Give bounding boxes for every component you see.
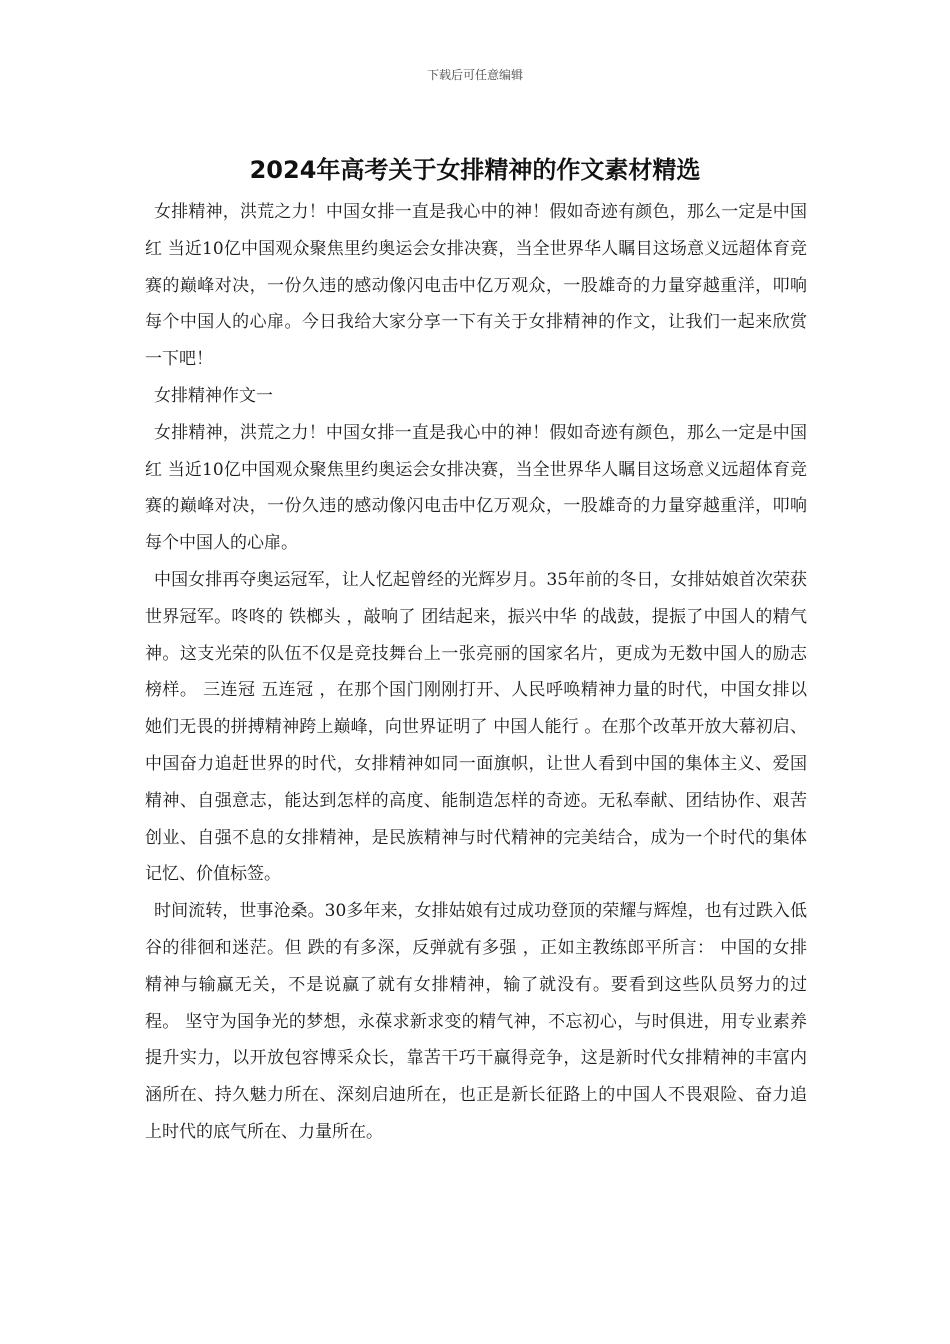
paragraph-essay-1-history: 中国女排再夺奥运冠军，让人忆起曾经的光辉岁月。35年前的冬日，女排姑娘首次荣获世界冠军。咚咚的 铁榔头 ，敲响了 团结起来，振兴中华 的战鼓，提振了中国人的精气神。这支光荣的队伍不仅是竞技舞台上一张亮丽的国家名片，更成为无数中国人的励志榜样。 三连冠 五连冠 ，在那个国门刚刚打开、人民呼唤精神力量的时代，中国女排以她们无畏的拼搏精神跨上巅峰，向世界证明了 中国人能行 。在那个改革开放大幕初启、中国奋力追赶世界的时代，女排精神如同一面旗帜，让世人看到中国的集体主义、爱国精神、自强意志，能达到怎样的高度、能制造怎样的奇迹。无私奉献、团结协作、艰苦创业、自强不息的女排精神，是民族精神与时代精神的完美结合，成为一个时代的集体记忆、价值标签。 (145, 569, 807, 885)
document-title: 2024年高考关于女排精神的作文素材精选 (249, 156, 701, 184)
header-note: 下载后可任意编辑 (426, 68, 523, 82)
paragraph-intro: 女排精神，洪荒之力！中国女排一直是我心中的神！假如奇迹有颜色，那么一定是中国红 当近10亿中国观众聚焦里约奥运会女排决赛，当全世界华人瞩目这场意义远超体育竞赛的巅峰对决，一份久违的感动像闪电击中亿万观众，一股雄奇的力量穿越重洋，叩响每个中国人的心扉。今日我给大家分享一下有关于女排精神的作文，让我们一起来欣赏一下吧！ (145, 202, 807, 370)
paragraph-essay-1-opening: 女排精神，洪荒之力！中国女排一直是我心中的神！假如奇迹有颜色，那么一定是中国红 当近10亿中国观众聚焦里约奥运会女排决赛，当全世界华人瞩目这场意义远超体育竞赛的巅峰对决，一份久违的感动像闪电击中亿万观众，一股雄奇的力量穿越重洋，叩响每个中国人的心扉。 (145, 422, 807, 554)
document-body (145, 194, 807, 1151)
paragraph-essay-1-present: 时间流转，世事沧桑。30多年来，女排姑娘有过成功登顶的荣耀与辉煌，也有过跌入低谷的徘徊和迷茫。但 跌的有多深，反弹就有多强 ，正如主教练郎平所言： 中国的女排精神与输赢无关，不是说赢了就有女排精神，输了就没有。要看到这些队员努力的过程。 坚守为国争光的梦想，永葆求新求变的精气神，不忘初心，与时俱进，用专业素养提升实力，以开放包容博采众长，靠苦干巧干赢得竞争，这是新时代女排精神的丰富内涵所在、持久魅力所在、深刻启迪所在，也正是新长征路上的中国人不畏艰险、奋力追上时代的底气所在、力量所在。 (145, 901, 807, 1142)
paragraph-section-heading: 女排精神作文一 (154, 385, 273, 406)
